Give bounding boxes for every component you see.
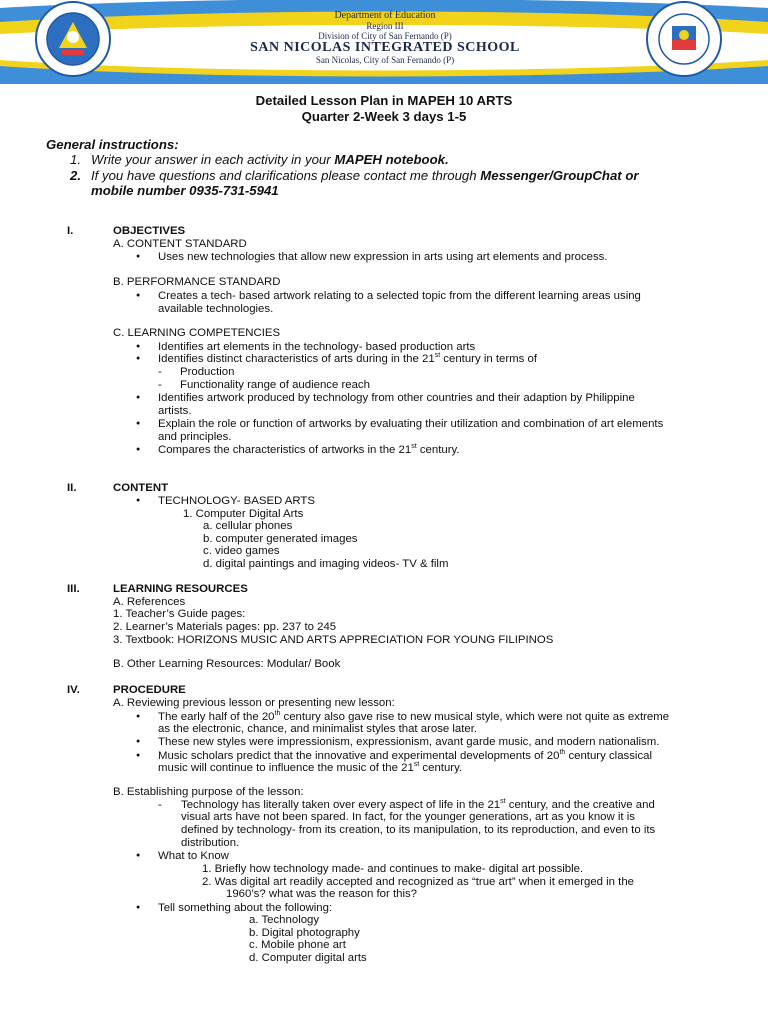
- section-iv-number: IV.: [67, 684, 80, 696]
- section-content-heading: CONTENT: [113, 482, 169, 494]
- references-heading: A. References: [113, 596, 186, 608]
- procedure-b-paragraph: Technology has literally taken over every aspect of life in the 21st century, and the creative and: [181, 798, 655, 811]
- performance-standard-heading: B. PERFORMANCE STANDARD: [113, 276, 281, 288]
- procedure-a-item-1: ● The early half of the 20th century also gave rise to new musical style, which were not quite as extreme: [158, 711, 669, 723]
- competency-subitem-functionality: Functionality range of audience reach: [180, 379, 370, 391]
- section-objectives-heading: OBJECTIVES: [113, 225, 186, 237]
- competency-subitem-production: Production: [180, 366, 235, 378]
- what-to-know-item-1: 1. Briefly how technology made- and continues to make- digital art possible.: [202, 863, 584, 875]
- reference-item-2: 2. Learner’s Materials pages: pp. 237 to 245: [113, 621, 337, 633]
- other-resources: B. Other Learning Resources: Modular/ Book: [113, 658, 341, 670]
- instruction-1-number: 1.: [70, 152, 81, 167]
- instruction-2-contact: mobile number 0935-731-5941: [91, 183, 279, 198]
- doc-title: Detailed Lesson Plan in MAPEH 10 ARTS: [255, 93, 513, 108]
- procedure-a-item-2: ● These new styles were impressionism, expressionism, avant garde music, and modern nationalism.: [158, 736, 659, 748]
- section-i-number: I.: [67, 225, 74, 237]
- performance-standard-item: ● Creates a tech- based artwork relating to a selected topic from the different learning areas using: [158, 290, 641, 302]
- header-division: Division of City of San Fernando (P): [318, 31, 452, 41]
- learning-competencies-heading: C. LEARNING COMPETENCIES: [113, 327, 281, 339]
- tell-item-b: b. Digital photography: [249, 927, 360, 939]
- competency-item-4-cont: and principles.: [158, 431, 232, 443]
- competency-item-2: ● Identifies distinct characteristics of arts during in the 21st century in terms of: [158, 353, 537, 365]
- competency-item-3-cont: artists.: [158, 405, 192, 417]
- content-item: ● TECHNOLOGY- BASED ARTS: [158, 495, 315, 507]
- content-subitem-a: a. cellular phones: [203, 520, 293, 532]
- header-dept: Department of Education: [334, 10, 436, 21]
- competency-item-5: ● Compares the characteristics of artworks in the 21st century.: [158, 444, 460, 456]
- letterhead-banner: [0, 0, 768, 84]
- section-ii-number: II.: [67, 482, 77, 494]
- performance-standard-item-cont: available technologies.: [158, 303, 274, 315]
- instruction-1: Write your answer in each activity in your MAPEH notebook.: [91, 152, 449, 167]
- competency-item-3: ● Identifies artwork produced by technology from other countries and their adaption by Philippine: [158, 392, 635, 404]
- reference-item-1: 1. Teacher’s Guide pages:: [113, 608, 246, 620]
- tell-item-c: c. Mobile phone art: [249, 939, 346, 951]
- content-subitem-d: d. digital paintings and imaging videos- TV & film: [203, 558, 449, 570]
- tell-item-a: a. Technology: [249, 914, 320, 926]
- procedure-a-item-1-cont: as the electronic, chance, and minimalist styles that arose later.: [158, 723, 478, 735]
- instruction-2-number: 2.: [70, 168, 81, 183]
- header-school-name: SAN NICOLAS INTEGRATED SCHOOL: [250, 40, 520, 55]
- section-learning-resources-heading: LEARNING RESOURCES: [113, 583, 248, 595]
- doc-subtitle: Quarter 2-Week 3 days 1-5: [301, 109, 467, 124]
- content-subitem-b: b. computer generated images: [203, 533, 358, 545]
- what-to-know-item-2: 2. Was digital art readily accepted and recognized as “true art” when it emerged in the: [202, 876, 635, 888]
- competency-item-4: ● Explain the role or function of artworks by evaluating their utilization and combination of art elements: [158, 418, 663, 430]
- reference-item-3: 3. Textbook: HORIZONS MUSIC AND ARTS APPRECIATION FOR YOUNG FILIPINOS: [113, 634, 554, 646]
- what-to-know-heading: ● What to Know: [158, 850, 229, 862]
- school-seal-logo: [34, 0, 112, 78]
- procedure-b-dash: -: [158, 799, 162, 811]
- procedure-b-paragraph-l3: defined by technology- from its creation, to its manipulation, to its reproduction, and even to its: [181, 824, 656, 836]
- procedure-a-heading: A. Reviewing previous lesson or presenting new lesson:: [113, 697, 395, 709]
- what-to-know-item-2-cont: 1960’s? what was the reason for this?: [226, 888, 418, 900]
- procedure-b-heading: B. Establishing purpose of the lesson:: [113, 786, 304, 798]
- procedure-b-paragraph-l2: visual arts have not been spared. In fact, for the younger generations, art as you know it is: [181, 811, 635, 823]
- deped-seal-logo: [645, 0, 723, 78]
- instruction-2: If you have questions and clarifications please contact me through Messenger/GroupChat or: [91, 168, 639, 183]
- content-standard-heading: A. CONTENT STANDARD: [113, 238, 247, 250]
- competency-subitem-dash: -: [158, 379, 162, 391]
- section-iii-number: III.: [67, 583, 80, 595]
- content-subitem-c: c. video games: [203, 545, 280, 557]
- content-standard-item: ● Uses new technologies that allow new expression in arts using art elements and process.: [158, 251, 608, 263]
- tell-something-heading: ● Tell something about the following:: [158, 902, 332, 914]
- procedure-a-item-3: ● Music scholars predict that the innovative and experimental developments of 20th century classical: [158, 750, 652, 762]
- competency-item-1: ● Identifies art elements in the technology- based production arts: [158, 341, 475, 353]
- procedure-b-paragraph-l4: distribution.: [181, 837, 240, 849]
- tell-item-d: d. Computer digital arts: [249, 952, 367, 964]
- section-procedure-heading: PROCEDURE: [113, 684, 186, 696]
- competency-subitem-dash: -: [158, 366, 162, 378]
- header-region: Region III: [366, 21, 404, 31]
- general-instructions-heading: General instructions:: [46, 137, 179, 152]
- content-numbered-item: 1. Computer Digital Arts: [183, 508, 304, 520]
- procedure-a-item-3-cont: music will continue to influence the music of the 21st century.: [158, 761, 463, 774]
- header-address: San Nicolas, City of San Fernando (P): [315, 55, 455, 65]
